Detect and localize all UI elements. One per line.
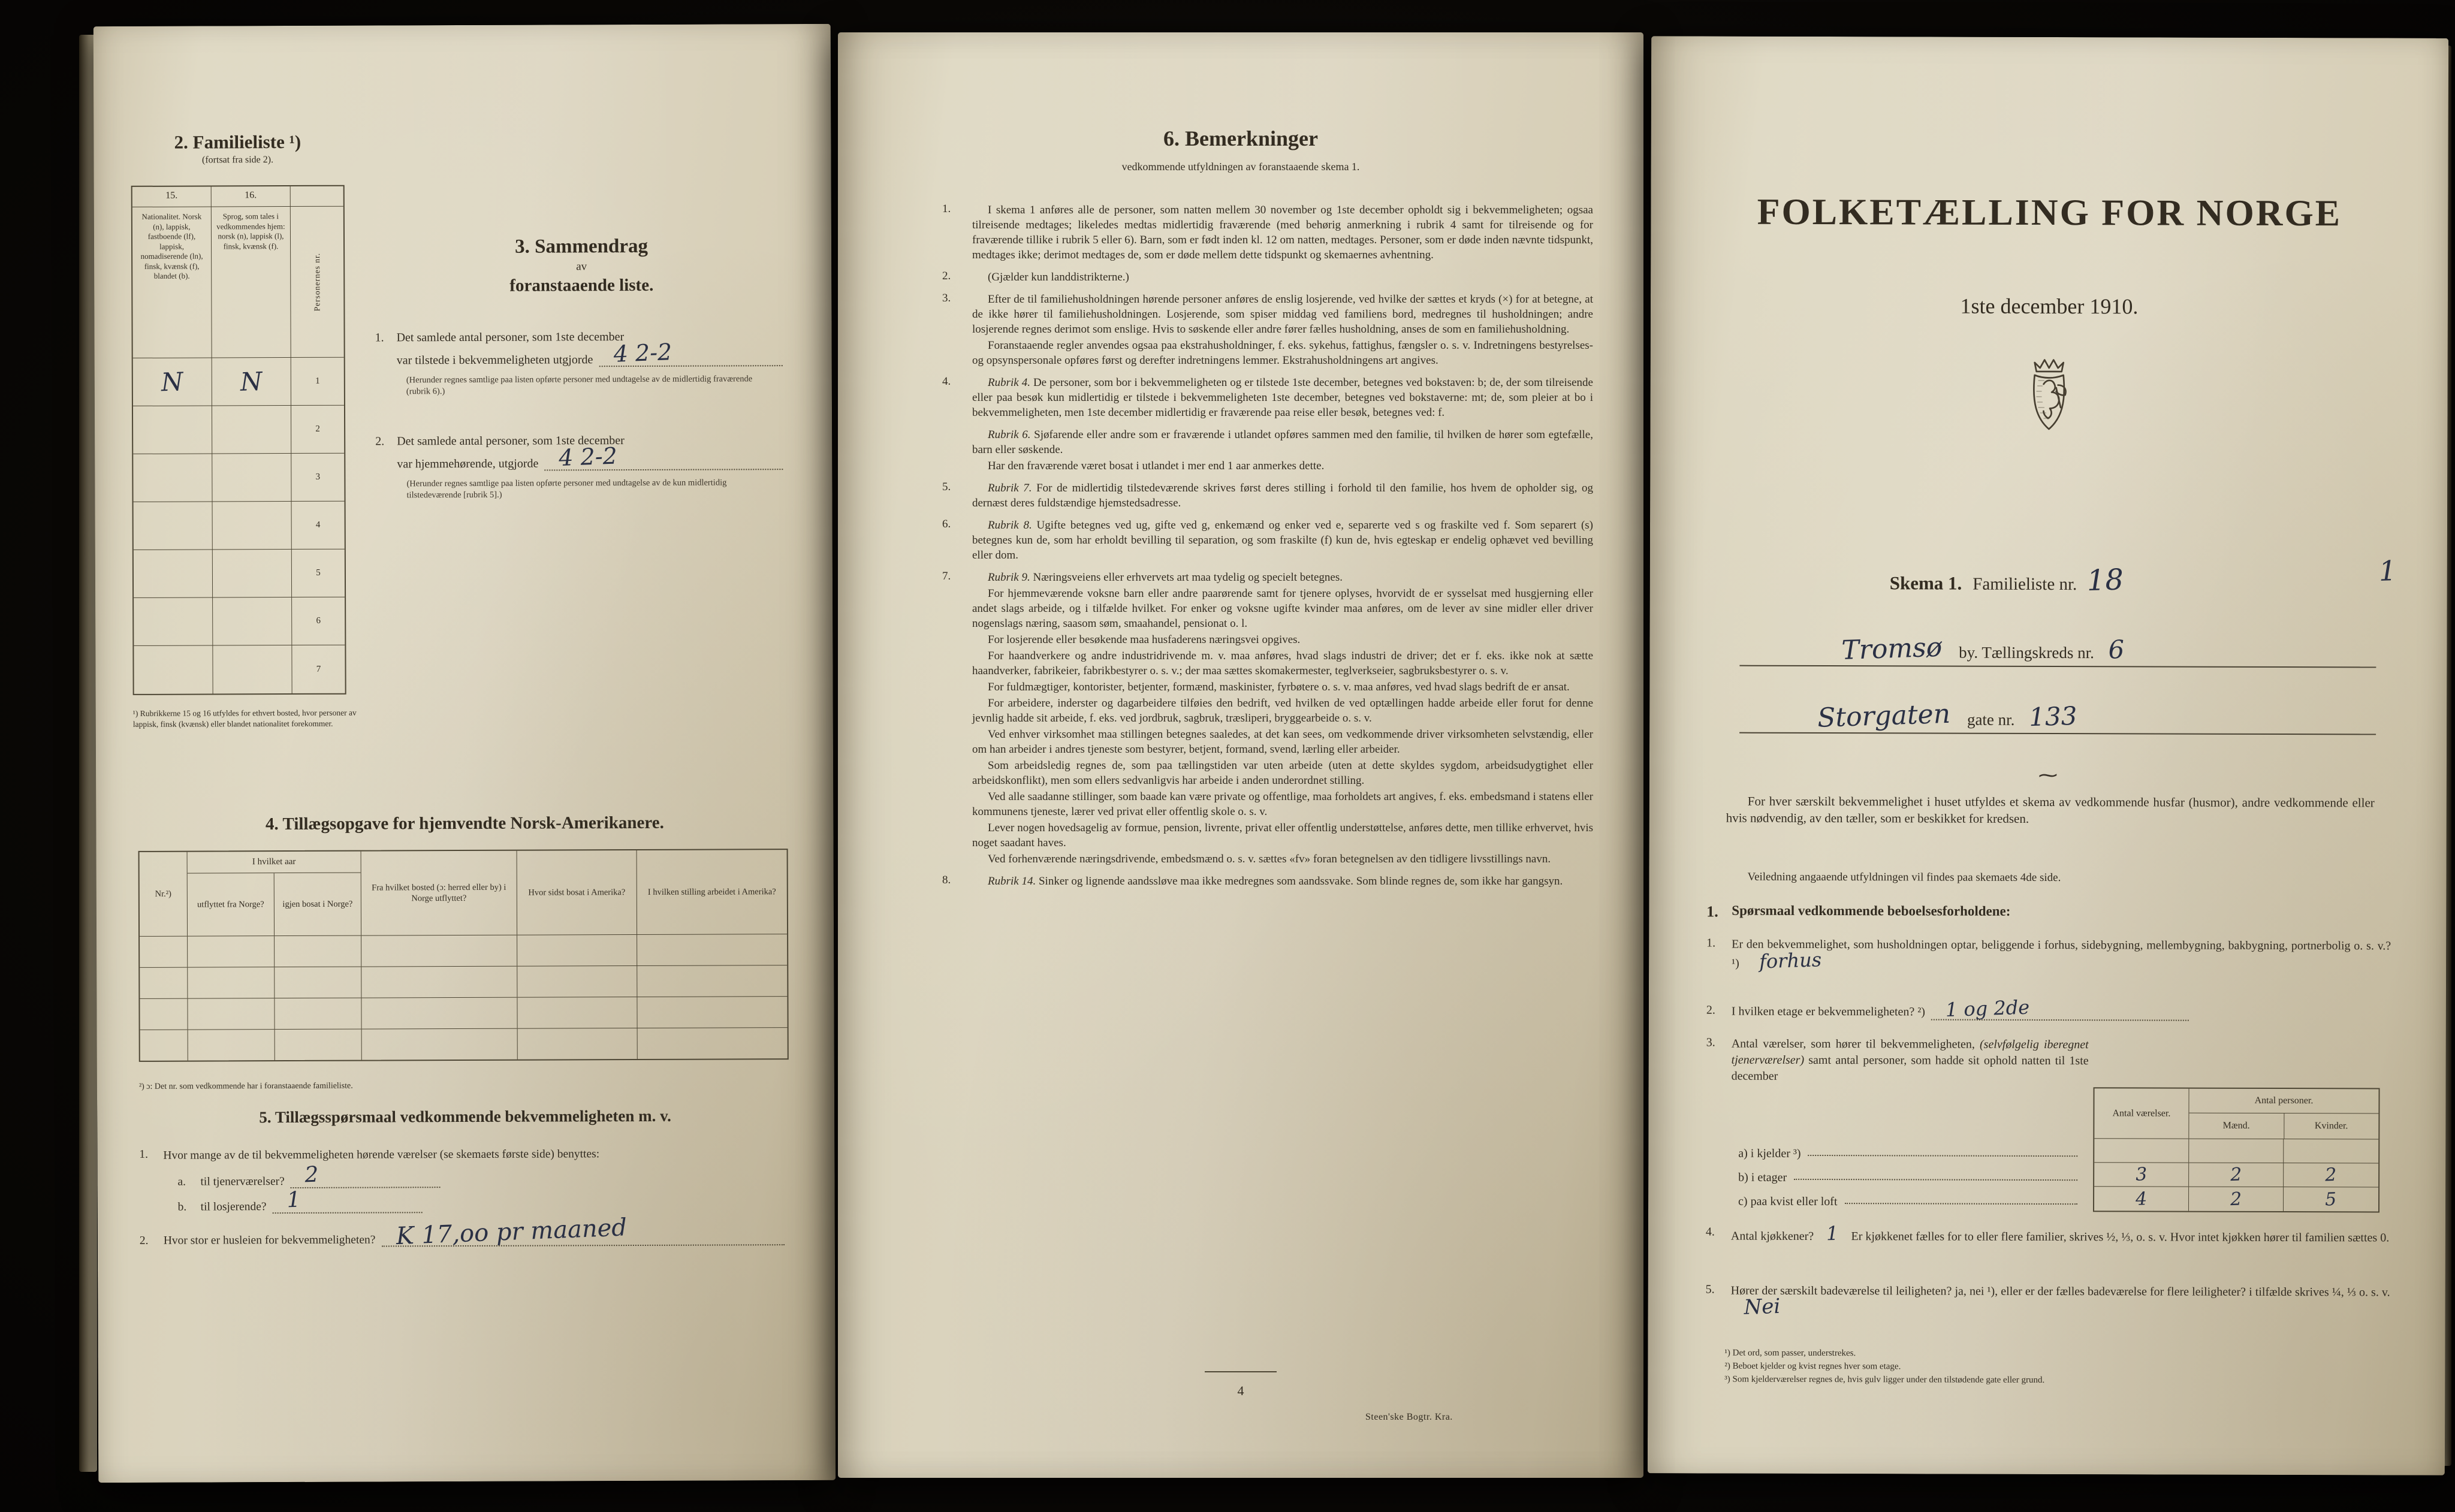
empty-cell (638, 1028, 788, 1059)
familieliste-table (131, 185, 346, 695)
bemerkning-paragraph: Ved alle saadanne stillinger, som baade kan være private og offentlige, maa forholdets art angives, f. eks. embedsmand i statens eller kommunens tjeneste, lærer ved privat eller offentlig skole o. s. v. (972, 790, 1593, 818)
amerikanere-table-row (140, 934, 787, 967)
handwritten-women-count: 2 (2325, 1164, 2338, 1186)
handwritten-liste-nr: 18 (2086, 563, 2124, 598)
amerika-col-stilling: I hvilken stilling arbeidet i Amerika? (647, 887, 776, 897)
bemerkning-paragraph: Lever nogen hovedsagelig av formue, pension, livrente, privat eller offentlig understøttelse, anføres dette, men tillike erhvervet, hvis noget saadant haves. (972, 822, 1593, 849)
dotted-answer-line (291, 1162, 441, 1188)
question-text-post: Er kjøkkenet fælles for to eller flere familier, skrives ½, ⅓, o. s. v. Hvor intet kjøkken hører til familien sættes 0. (1851, 1230, 2390, 1245)
bemerkning-paragraph: Ved forhenværende næringsdrivende, embedsmænd o. s. v. sættes «fv» foran betegnelsen av den tidligere livsstillings navn. (988, 853, 1551, 865)
col-persons-group (2189, 1089, 2378, 1139)
item-note: (Herunder regnes samtlige paa listen opførte personer med undtagelse av de kun midlertidig tilstedeværende [rubrik 5].) (406, 478, 727, 500)
printer-mark: Steen'ske Bogtr. Kra. (1365, 1412, 1453, 1422)
familieliste-row (134, 597, 345, 646)
empty-cell (188, 1030, 275, 1061)
col-women-header: Kvinder. (2314, 1121, 2348, 1131)
empty-cell (637, 997, 787, 1028)
bemerkninger-subtitle: vedkommende utfyldningen av foranstaaende skema 1. (1121, 161, 1360, 173)
rubrik-lead: Rubrik 7. (988, 482, 1032, 494)
person-number: 7 (316, 664, 321, 674)
person-number: 6 (316, 615, 321, 626)
question-number: 4. (1705, 1225, 1715, 1239)
sammendrag-title-line3: foranstaaende liste. (509, 275, 654, 295)
sub-question-label: b. (177, 1200, 187, 1214)
bemerkning-item (940, 203, 1593, 262)
familieliste-column-numbers (132, 186, 343, 207)
bemerkning-item (940, 375, 1593, 420)
bemerkning-paragraph: Rubrik 6. Sjøfarende eller andre som er fraværende i utlandet opføres sammen med den familie, til hvilken de hører som egtefælle, barn eller søskende. (972, 428, 1593, 456)
handwritten-kreds-nr: 6 (2108, 634, 2125, 665)
rooms-table-row (2094, 1187, 2378, 1211)
person-number: 3 (315, 472, 321, 482)
sprog-cell (212, 454, 291, 501)
divider-flourish: ⁓ (2038, 763, 2058, 786)
bemerkning-paragraph: Ved enhver virksomhet maa stillingen betegnes saaledes, at det kan sees, om vedkommende driver virksomheten selvstændig, eller om han arbeider i andres tjeneste som bestyrer, betjent, formand, svend, lærling eller arbeider. (972, 728, 1593, 756)
handwritten-building-type: forhus (1759, 948, 1822, 973)
handwritten-bathroom-answer: Nei (1743, 1294, 1781, 1320)
skema-line (1890, 563, 2309, 597)
amerika-col-year-group (188, 852, 361, 936)
person-number: 1 (315, 376, 320, 386)
empty-cell (275, 998, 361, 1030)
item-number: 2. (375, 434, 385, 448)
question-text: Hvor mange av de til bekvemmeligheten hørende værelser (se skemaets første side) benyttes: (163, 1148, 600, 1162)
intro-paragraph: For hver særskilt bekvemmelighet i huset utfyldes et skema av vedkommende husfar (husmor), andre vedkommende eller hvis nødvendig, av den tæller, som er beskikket for kredsen. (1726, 793, 2375, 826)
dotted-answer-line (273, 1187, 423, 1214)
bemerkning-paragraph: Rubrik 7. For de midlertidig tilstedeværende skrives først deres stilling i forhold til den familie, hos hvem de opholder sig, og dernæst deres fuldstændige hjemstedsadresse. (972, 482, 1594, 509)
empty-cell (361, 935, 517, 967)
row-label-text: c) paa kvist eller loft (1738, 1194, 1838, 1209)
handwritten-rent-amount: K 17,oo pr maaned (395, 1214, 628, 1251)
col-sprog-header: Sprog, som tales i vedkommendes hjem: norsk (n), lappisk (l), finsk, kvænsk (f). (212, 207, 291, 357)
question-number: 2. (139, 1234, 149, 1247)
sprog-cell (213, 645, 292, 693)
sammendrag-item-2 (375, 433, 789, 501)
section-5-questions (139, 1146, 791, 1251)
men-value-cell (2189, 1187, 2284, 1211)
street-line (1739, 698, 2376, 735)
nationalitet-cell (133, 454, 212, 501)
bemerkning-number: 1. (942, 203, 951, 215)
dotted-answer-line (544, 442, 783, 472)
bemerkning-paragraph: Rubrik 4. De personer, som bor i bekvemmeligheten og er tilstede 1ste december, betegnes ved bokstaven: b; de, der som tilreisende eller paa besøk kun midlertidig er tilstede i bekvemmeligheten 1ste december, betegnes ved bokstaverne: mt; de, som pleier at bo i bekvemmeligheten, men 1ste december midlertidig er fraværende paa reise eller besøk, betegnes ved: f. (972, 376, 1593, 419)
question-number: 5. (1705, 1282, 1715, 1296)
handwritten-total-resident: 4 2-2 (558, 442, 618, 472)
handwritten-women-count: 5 (2324, 1188, 2338, 1211)
skema-label: Skema 1. (1889, 572, 1962, 594)
empty-cell (275, 936, 361, 967)
page-left (94, 24, 836, 1483)
bemerkning-paragraph: For fuldmægtiger, kontorister, betjenter, formænd, maskinister, fyrbøtere o. s. v. maa anføres, ved hvad slags bedrift de er ansat. (988, 681, 1570, 693)
question-number: 2. (1706, 1003, 1715, 1017)
empty-cell (517, 935, 637, 966)
question-rooms-used (139, 1146, 790, 1164)
bemerkning-paragraph: For haandverkere og andre industridrivende m. v. maa anføres, hvad slags industri de driver; det er f. eks. ikke nok at sætte haandverker, fabrikeier, fabrikbestyrer o. s. v.; der maa sættes skomakermester, teglverkseier, sagbruksbestyrer o. s. v. (972, 650, 1593, 677)
nationalitet-cell (133, 358, 212, 405)
col-nationalitet-header: Nationalitet. Norsk (n), lappisk, fastboende (lf), lappisk, nomadiserende (ln), finsk, kvænsk (f), blandet (b). (132, 207, 212, 357)
empty-cell (517, 997, 637, 1028)
bemerkninger-list (940, 203, 1593, 896)
question-husleie (139, 1214, 791, 1251)
item-text: Det samlede antal personer, som 1ste december (396, 330, 625, 345)
empty-cell (637, 934, 787, 965)
rubrik-lead: Rubrik 4. (988, 376, 1030, 389)
question-number: 3. (1706, 1036, 1715, 1049)
section-5-title: 5. Tillægsspørsmaal vedkommende bekvemmeligheten m. v. (259, 1106, 671, 1127)
sprog-cell (212, 406, 291, 453)
bemerkning-paragraph: Rubrik 14. Sinker og lignende aandssløve maa ikke medregnes som aandssvake. Som blinde regnes de, som ikke har gangsyn. (988, 875, 1563, 888)
sub-question-text: til losjerende? (200, 1200, 267, 1214)
amerika-year-group-label: I hvilket aar (188, 852, 361, 874)
crown-icon (2035, 360, 2064, 372)
section-2-title: 2. Familieliste ¹) (174, 131, 301, 153)
sprog-cell (213, 550, 292, 597)
sub-question-label: a. (177, 1175, 186, 1188)
sammendrag-title-line2: av (576, 260, 587, 273)
section-number: 1. (1706, 903, 1718, 921)
col-personernes-nr-header: Personernes nr. (312, 252, 322, 312)
question-tjenervaerelser (139, 1162, 790, 1189)
amerikanere-table-row (140, 965, 787, 998)
person-number: 4 (315, 520, 321, 530)
familieliste-row (134, 550, 345, 598)
empty-cell (637, 965, 787, 997)
question-section-header (1706, 903, 2391, 923)
empty-cell (188, 936, 275, 967)
person-number: 2 (315, 424, 320, 434)
handwritten-city: Tromsø (1841, 632, 1943, 666)
empty-cell (140, 1030, 188, 1061)
empty-cell (275, 967, 361, 998)
footnotes-block (1724, 1347, 2378, 1388)
rubrik-lead: Rubrik 6. (988, 428, 1031, 441)
col-nr-corner (291, 186, 343, 206)
nationalitet-cell (134, 645, 213, 693)
bemerkning-paragraph: Rubrik 8. Ugifte betegnes ved ug, gifte ved g, enkemænd og enker ved e, separerte ved s og fraskilte ved f. Som separert (s) betegnes kun de, som har erholdt bevilling til separation, og som fraskilte (f) kun de, hvis egteskap er endelig ophævet ved bevilling eller dom. (972, 519, 1593, 562)
bemerkning-number: 3. (942, 292, 951, 304)
familieliste-table-rows (133, 358, 345, 694)
bemerkning-number: 4. (942, 375, 951, 388)
women-value-cell (2284, 1163, 2378, 1187)
rooms-row-label (1738, 1161, 2080, 1185)
item-text-continued: var tilstede i bekvemmeligheten utgjorde (396, 353, 593, 367)
bemerkning-item (940, 874, 1593, 889)
familieliste-row (134, 502, 345, 550)
handwritten-nationalitet: N (161, 367, 184, 397)
row-label-text: b) i etager (1738, 1170, 1787, 1184)
bemerkning-item (940, 427, 1593, 473)
empty-cell (140, 937, 188, 967)
rooms-table-row (2094, 1139, 2378, 1163)
question-2 (1706, 995, 2391, 1022)
rooms-table-rows (2094, 1139, 2378, 1211)
sammendrag-title-line1: 3. Sammendrag (515, 235, 649, 258)
women-value-cell (2284, 1139, 2378, 1163)
person-number: 5 (316, 568, 321, 578)
nationalitet-cell (134, 502, 213, 549)
footnote: ¹) Det ord, som passer, understrekes. (1724, 1348, 1856, 1359)
place-line (1739, 633, 2376, 668)
item-text-continued: var hjemmehørende, utgjorde (397, 457, 539, 471)
bemerkning-paragraph: Foranstaaende regler anvendes ogsaa paa ekstrahusholdninger, f. eks. sykehus, fattighus, fængsler o. s. v. Indretningens bestyrelses- og opsynspersonale opføres først og derefter indretningens lemmer. Ekstrahusholdningens art angives. (972, 339, 1593, 367)
empty-cell (517, 966, 637, 997)
amerikanere-footnote: ²) ɔ: Det nr. som vedkommende har i foranstaaende familieliste. (138, 1081, 353, 1091)
familieliste-row (133, 358, 344, 406)
handwritten-total-present: 4 2-2 (613, 339, 672, 367)
bemerkning-paragraph: I skema 1 anføres alle de personer, som natten mellem 30 november og 1ste december opholdt sig i bekvemmeligheten; ogsaa tilreisende medtages; likeledes medtas midlertidig fraværende (med behørig anmerkning i rubrik 4 samt for tilreisende og for fraværende tillike i rubrik 5 eller 6). Barn, som er født inden kl. 12 om natten, medtages. Personer, som er døde inden nævnte tidspunkt, medtages ikke; derimot medtages de, som er døde mellem dette tidspunkt og skemaernes avhentning. (972, 204, 1593, 261)
bemerkning-number: 6. (942, 518, 951, 530)
question-text-pre: Antal kjøkkener? (1730, 1229, 1814, 1243)
item-text: Det samlede antal personer, som 1ste december (397, 434, 625, 448)
bemerkning-number: 2. (942, 270, 951, 282)
women-value-cell (2284, 1187, 2378, 1211)
bemerkning-item (940, 270, 1593, 285)
amerikanere-table (138, 849, 789, 1062)
question-text: Hører der særskilt badeværelse til leiligheten? ja, nei ¹), eller er der fælles badeværelse for flere leiligheter? i tilfælde skrives ¼, ⅓ o. s. v. (1730, 1284, 2390, 1299)
col-15-number: 15. (132, 186, 212, 206)
handwritten-rooms-count: 4 (2135, 1188, 2148, 1210)
question-1 (1706, 937, 2391, 974)
amerikanere-table-row (140, 996, 787, 1030)
sprog-cell (213, 502, 292, 549)
bemerkning-number: 5. (942, 481, 951, 493)
handwritten-gate-nr: 133 (2028, 701, 2078, 732)
rooms-row-labels (1738, 1137, 2080, 1209)
question-text: Hvor stor er husleien for bekvemmeligheten? (163, 1233, 376, 1247)
empty-cell (275, 1030, 362, 1061)
bemerkninger-title: 6. Bemerkninger (1163, 126, 1318, 150)
handwritten-men-count: 2 (2230, 1188, 2242, 1210)
sprog-cell (213, 597, 292, 645)
amerika-col-utflyttet: utflyttet fra Norge? (188, 873, 275, 936)
dotted-answer-line (1931, 995, 2189, 1021)
bemerkning-paragraph: For losjerende eller besøkende maa husfaderens næringsvei opgives. (988, 633, 1301, 646)
handwritten-rooms-count: 3 (2135, 1164, 2148, 1185)
rubrik-lead: Rubrik 8. (988, 519, 1032, 532)
bemerkning-paragraph: Efter de til familiehusholdningen hørende personer anføres de enslig losjerende, ved hvilke der sættes et kryds (×) for at betegne, at de ikke hører til familiehusholdningen. Losjerende, som spiser middag ved familiens bord, medregnes til husholdningen; andre losjerende regnes derimot som enslige. Hvis to søskende eller andre fører fælles husholdning, anses de som en familiehusholdning. (972, 293, 1593, 336)
question-number: 1. (139, 1148, 148, 1161)
question-text-italic: (selvfølgelig iberegnet tjenerværelser) (1731, 1037, 2089, 1067)
by-taellingskreds-label: by. Tællingskreds nr. (1959, 643, 2094, 662)
masthead-title: FOLKETÆLLING FOR NORGE (1757, 191, 2342, 234)
col-men-header: Mænd. (2189, 1113, 2284, 1139)
bemerkning-paragraph: Som arbeidsledig regnes de, som paa tællingstiden var uten arbeide (uten at dette skyldes sygdom, arbeidsudygtighet eller arbeidskonflikt), men som ellers sedvanligvis har arbeide i anden underordnet stilling. (972, 759, 1593, 787)
hatching-lines (2036, 381, 2050, 418)
page-middle (838, 32, 1643, 1478)
dotted-answer-line (381, 1214, 784, 1251)
rubrik-lead: Rubrik 9. (988, 571, 1030, 584)
bemerkning-paragraph: For arbeidere, inderster og dagarbeidere tilføies den bedrift, ved hvilken de ved optællingen hadde arbeide eller forut for denne jevnlig hadde sit arbeide, f. eks. ved jordbruk, sagbruk, træsliperi, bryggearbeide o. s. v. (972, 697, 1593, 725)
dotted-leader (1808, 1155, 2078, 1157)
rooms-table (2093, 1087, 2380, 1212)
dotted-leader (1845, 1203, 2078, 1205)
amerika-col-hvor-sidst: Hvor sidst bosat i Amerika? (517, 850, 637, 935)
rooms-table-header (2094, 1088, 2378, 1139)
amerika-col-igjen: igjen bosat i Norge? (282, 899, 353, 910)
page-number: 4 (1237, 1383, 1244, 1398)
handwritten-servant-rooms: 2 (304, 1162, 319, 1188)
handwritten-corner-number: 1 (2378, 554, 2397, 587)
empty-cell (361, 998, 517, 1029)
empty-cell (140, 999, 188, 1030)
coat-of-arms (2004, 354, 2094, 473)
rooms-value-cell (2094, 1139, 2189, 1162)
amerika-col-fra-bosted: Fra hvilket bosted (ɔ: herred eller by) i Norge utflyttet? (361, 851, 517, 935)
dotted-answer-line (599, 339, 782, 367)
bemerkning-paragraph: Rubrik 9. Næringsveiens eller erhvervets art maa tydelig og specielt betegnes. (988, 571, 1343, 584)
col-rooms-header: Antal værelser. (2094, 1088, 2189, 1138)
rooms-value-cell (2094, 1163, 2189, 1186)
empty-cell (188, 967, 275, 998)
nationalitet-cell (133, 406, 212, 453)
section-familieliste-header (131, 131, 344, 166)
familieliste-nr-label: Familieliste nr. (1973, 574, 2077, 594)
familieliste-row (134, 645, 345, 694)
footnote: ²) Beboet kjelder og kvist regnes hver som etage. (1724, 1361, 1901, 1372)
handwritten-men-count: 2 (2230, 1164, 2242, 1186)
footer-rule (1205, 1371, 1277, 1372)
question-text-part2: samt antal personer, som hadde sit ophold natten til 1ste december (1731, 1053, 2089, 1083)
sammendrag-item-1 (375, 330, 789, 397)
col-persons-header: Antal personer. (2189, 1089, 2378, 1114)
gate-nr-label: gate nr. (1967, 710, 2015, 729)
rubrik-lead: Rubrik 14. (988, 875, 1036, 888)
item-note: (Herunder regnes samtlige paa listen opførte personer med undtagelse av de midlertidig fraværende (rubrik 6).) (406, 374, 753, 397)
handwritten-lodger-rooms: 1 (286, 1187, 301, 1213)
col-personernes-nr-cell (291, 207, 344, 357)
amerikanere-table-rows (140, 934, 788, 1061)
rooms-value-cell (2094, 1187, 2189, 1211)
question-text-part1: Antal værelser, som hører til bekvemmeligheten, (1731, 1037, 1975, 1051)
section-2-subtitle: (fortsat fra side 2). (201, 155, 274, 165)
sprog-cell (212, 358, 291, 405)
question-4 (1705, 1221, 2390, 1247)
section-heading: Spørsmaal vedkommende beboelsesforholdene: (1732, 903, 2011, 919)
empty-cell (188, 998, 275, 1030)
bemerkning-number: 8. (942, 874, 951, 886)
familieliste-footnote: ¹) Rubrikkerne 15 og 16 utfyldes for ethvert bosted, hvor personer av lappisk, finsk (kvænsk) eller blandet nationalitet forekommer. (132, 708, 357, 729)
handwritten-kitchen-count: 1 (1826, 1221, 1839, 1245)
date-line: 1ste december 1910. (1960, 294, 2139, 319)
men-value-cell (2189, 1139, 2284, 1163)
bemerkning-item (940, 292, 1593, 368)
rooms-table-row (2094, 1163, 2378, 1187)
familieliste-row (133, 406, 344, 454)
question-3 (1706, 1036, 2391, 1087)
col-16-number: 16. (212, 186, 291, 206)
row-label-text: a) i kjelder ³) (1738, 1146, 1801, 1160)
question-number: 1. (1706, 936, 1716, 950)
sub-question-text: til tjenerværelser? (200, 1175, 285, 1188)
bemerkning-item (940, 570, 1593, 867)
bemerkning-paragraph: (Gjælder kun landdistrikterne.) (988, 271, 1129, 283)
nationalitet-cell (134, 597, 213, 645)
empty-cell (140, 968, 188, 998)
empty-cell (362, 1029, 518, 1060)
rooms-row-label (1738, 1137, 2080, 1161)
amerika-col-nr: Nr.²) (140, 852, 188, 936)
intro-note: Veiledning angaaende utfyldningen vil findes paa skemaets 4de side. (1747, 870, 2061, 885)
question-text: I hvilken etage er bekvemmeligheten? ²) (1731, 1004, 1925, 1019)
familieliste-row (133, 454, 344, 502)
familieliste-column-headers (132, 207, 344, 358)
bemerkning-item (940, 481, 1593, 511)
section-4-title: 4. Tillægsopgave for hjemvendte Norsk-Amerikanere. (265, 813, 664, 834)
handwritten-floor: 1 og 2de (1945, 995, 2030, 1021)
footnote: ³) Som kjelderværelser regnes de, hvis gulv ligger under den tilstødende gate eller grund. (1724, 1374, 2045, 1385)
rooms-row-label (1738, 1185, 2080, 1209)
handwritten-street: Storgaten (1817, 698, 1951, 734)
amerikanere-table-row (140, 1027, 788, 1061)
question-5 (1706, 1283, 2390, 1320)
coat-of-arms-svg (2004, 354, 2094, 470)
amerikanere-table-header (140, 850, 787, 936)
empty-cell (361, 967, 517, 998)
bemerkning-number: 7. (942, 570, 951, 583)
question-text: Er den bekvemmelighet, som husholdningen optar, beliggende i forhus, sidebygning, mellembygning, bakbygning, portnerbolig o. s. v.? ¹) (1732, 937, 2391, 970)
bemerkning-paragraph: Har den fraværende været bosat i utlandet i mer end 1 aar anmerkes dette. (988, 460, 1325, 472)
question-losjerende (140, 1187, 791, 1214)
handwritten-sprog: N (240, 366, 263, 397)
page-right (1648, 36, 2448, 1475)
men-value-cell (2189, 1163, 2284, 1187)
section-sammendrag (375, 235, 789, 501)
bemerkning-item (940, 518, 1593, 563)
item-number: 1. (375, 331, 384, 345)
empty-cell (518, 1028, 638, 1060)
bemerkning-paragraph: For hjemmeværende voksne barn eller andre paarørende samt for tjenere oplyses, hvorvidt de er sysselsat med husgjerning eller andet slags arbeide, og i tilfælde hvilket. For enker og voksne ugifte kvinder maa anføres, om de lever av sine midler eller driver nogenslags næring, saasom søm, smaahandel, pensionat o. l. (972, 587, 1593, 630)
dotted-leader (1794, 1179, 2077, 1181)
nationalitet-cell (134, 550, 213, 597)
